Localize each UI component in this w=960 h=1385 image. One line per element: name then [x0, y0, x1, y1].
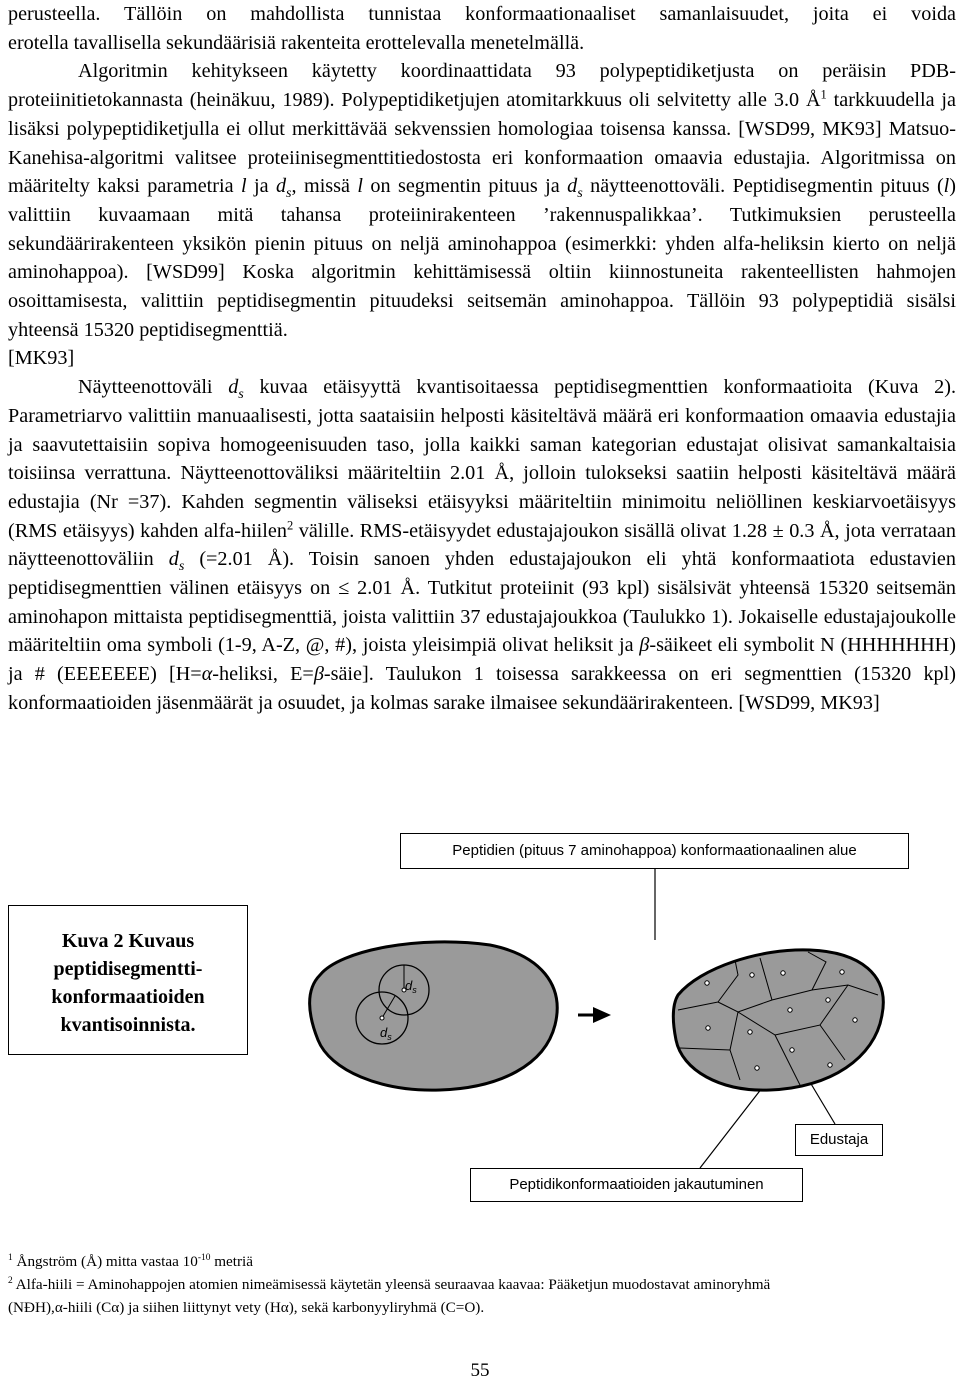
footnote-1: $^1$ Ångström (Å) mitta vastaa $10^{-10}$ metriä: [8, 1252, 254, 1270]
paragraph-3: Näytteenottoväli $d_s$ kuvaa etäisyyttä kvantisoitaessa peptidisegmenttien konformaatioita (Kuva 2). Parametriarvo valittiin manuaalisesti, jotta saataisiin helposti käsiteltävä määrä eri konformaation omaavia edustajia ja saavutettaisiin sopiva homogeenisuuden taso, jolla kaikki saman kategorian edustajat olisivat samankaltaisia toisiinsa verrattuna. Näytteenottoväliksi määriteltiin 2.01 Å, jolloin tulokseksi saatiin helposti käsiteltävä määrä edustajia (Nr =37). Kahden segmentin väliseksi etäisyyksi määriteltiin minimoitu neliöllinen keskiarvoetäisyys (RMS etäisyys) kahden alfa-hiilen$^2$ välille. RMS-etäisyydet edustajajoukon sisällä olivat 1.28 ± 0.3 Å, jota verrataan näytteenottoväliin $d_s$ (=2.01 Å). Toisin sanoen yhden edustajajoukon eli yhtä konformaatiota edustavien peptidisegmenttien välinen etäisyys on ≤ 2.01 Å. Tutkitut proteiinit (93 kpl) sisälsivät yhteensä 15320 seitsemän aminohapon mittaista peptidisegmenttiä, joista valittiin 37 edustajajoukkoa (Taulukko 1). Jokaiselle edustajajoukolle määriteltiin oma symboli (1-9, A-Z, @, #), joista yleisimpiä olivat heliksit ja β-säikeet eli symbolit N (HHHHHHH) ja # (EEEEEEE) [H=α-heliksi, E=β-säie]. Taulukon 1 toisessa sarakkeessa on eri segmenttien (15320 kpl) konformaatioiden jäsenmäärät ja osuudet, ja kolmas sarake ilmaisee sekundäärirakenteen. [WSD99, MK93]: [8, 376, 957, 714]
reference-mk93: [MK93]: [8, 347, 75, 370]
paragraph-1: perusteella. Tällöin on mahdollista tunnistaa konformaationaaliset samanlaisuudet, joita ei voida erotella tavallisella sekundäärisiä rakenteita erottelevalla menetelmällä.: [8, 3, 956, 54]
footnote-2-continued: (NÐH),α-hiili (Cα) ja siihen liittynyt vety (Hα), sekä karbonyyliryhmä (C=O).: [8, 1299, 485, 1316]
ds-label-upper: $d_s$: [405, 978, 417, 995]
conformation-region-right: [673, 950, 883, 1090]
jakautuminen-connector-line: [700, 1088, 762, 1168]
paragraph-2: Algoritmin kehitykseen käytetty koordinaattidata 93 polypeptidiketjusta on peräisin PDB-proteiinitietokannasta (heinäkuu, 1989). Polypeptidiketjujen atomitarkkuus oli selvitetty alle 3.0 $Å^1$ tarkkuudella ja lisäksi polypeptidiketjulla ei ollut merkittävää sekvenssien homologiaa toisensa kanssa. [WSD99, MK93] Matsuo-Kanehisa-algoritmi valitsee proteiinisegmenttitiedostosta eri konformaation omaavia edustajia. Algoritmissa on määritelty kaksi parametria l ja $d_s$, missä l on segmentin pituus ja $d_s$ näytteenottoväli. Peptidisegmentin pituus (l) valittiin kuvaamaan mitä tahansa proteiinirakenteen ’rakennuspalikkaa’. Tutkimuksien perusteella sekundäärirakenteen yksikön pienin pituus on neljä aminohappoa (esimerkki: yhden alfa-heliksin kierto on neljä aminohappoa). [WSD99] Koska algoritmin kehittämisessä oltiin kiinnostuneita rakenteellisten hahmojen osoittamisesta, valittiin peptidisegmentin pituudeksi seitsemän aminohappoa. Tällöin 93 polypeptidiä sisälsi yhteensä 15320 peptidisegmenttiä. [MK93]: [8, 60, 957, 370]
ds-label-lower: $d_s$: [380, 1025, 392, 1042]
arrow-head: [593, 1007, 611, 1023]
footnote-2: $^2$ Alfa-hiili = Aminohappojen atomien nimeämisessä käytetän yleensä seuraavaa kaavaa: Pääketjun muodostavat aminoryhmä: [8, 1275, 771, 1293]
jakautuminen-label-box: Peptidikonformaatioiden jakautuminen: [470, 1168, 803, 1202]
figure-title-box: Peptidien (pituus 7 aminohappoa) konformaationaalinen alue: [400, 833, 909, 869]
footnotes: [8, 1250, 956, 1319]
edustaja-label-box: Edustaja: [795, 1124, 883, 1156]
conformation-region-left: [310, 942, 558, 1090]
figure-caption: Kuva 2 Kuvaus peptidisegmentti- konformaatioiden kvantisoinnista.: [8, 905, 248, 1055]
page-number: 55: [470, 1360, 490, 1381]
